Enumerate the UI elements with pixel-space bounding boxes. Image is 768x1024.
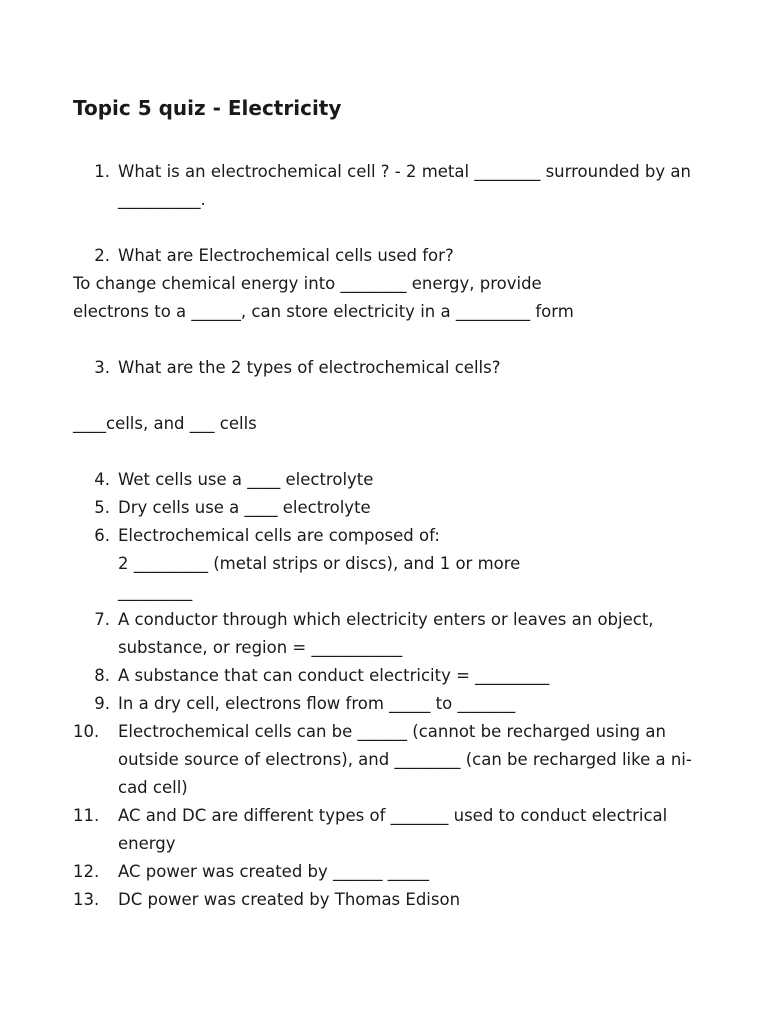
question-4 [73, 466, 713, 494]
question-5 [73, 494, 713, 522]
question-6 [73, 522, 713, 606]
spacer [73, 382, 713, 410]
question-text: DC power was created by Thomas Edison [118, 890, 461, 909]
question-number: 11. [73, 806, 100, 825]
question-number: 9. [94, 694, 110, 713]
question-text: AC power was created by ______ _____ [118, 862, 430, 881]
question-text: AC and DC are different types of _______ used to conduct electrical energy [118, 806, 668, 853]
question-number: 13. [73, 890, 100, 909]
question-text: Wet cells use a ____ electrolyte [118, 470, 374, 489]
question-number: 5. [94, 498, 110, 517]
question-text: What is an electrochemical cell ? - 2 metal ________ surrounded by an __________. [118, 162, 691, 209]
question-3 [73, 354, 713, 382]
spacer [73, 214, 713, 242]
question-text: What are Electrochemical cells used for? [118, 246, 454, 265]
page-title: Topic 5 quiz - Electricity [73, 96, 342, 120]
question-number: 7. [94, 610, 110, 629]
question-10 [73, 718, 713, 802]
question-text: What are the 2 types of electrochemical cells? [118, 358, 501, 377]
question-number: 3. [94, 358, 110, 377]
question-number: 1. [94, 162, 110, 181]
answer-line: ____cells, and ___ cells [73, 414, 257, 433]
answer-line: electrons to a ______, can store electricity in a _________ form [73, 302, 574, 321]
question-number: 8. [94, 666, 110, 685]
question-text: A conductor through which electricity enters or leaves an object, substance, or region = ___________ [118, 610, 654, 657]
spacer [73, 438, 713, 466]
question-number: 4. [94, 470, 110, 489]
question-13 [73, 886, 713, 914]
question-12 [73, 858, 713, 886]
question-text: In a dry cell, electrons flow from _____ to _______ [118, 694, 516, 713]
spacer [73, 326, 713, 354]
quiz-content [73, 158, 713, 914]
question-9 [73, 690, 713, 718]
question-text: Electrochemical cells are composed of: [118, 526, 440, 545]
question-7 [73, 606, 713, 662]
question-2 [73, 242, 713, 270]
question-text: Electrochemical cells can be ______ (cannot be recharged using an outside source of electrons), and ________ (can be recharged like a ni-cad cell) [118, 722, 692, 797]
question-number: 10. [73, 722, 100, 741]
question-text: 2 _________ (metal strips or discs), and 1 or more [118, 554, 521, 573]
question-number: 2. [94, 246, 110, 265]
question-1 [73, 158, 713, 214]
question-text: A substance that can conduct electricity = _________ [118, 666, 550, 685]
question-number: 6. [94, 526, 110, 545]
question-text: Dry cells use a ____ electrolyte [118, 498, 371, 517]
question-8 [73, 662, 713, 690]
question-11 [73, 802, 713, 858]
answer-line: To change chemical energy into ________ energy, provide [73, 274, 542, 293]
question-number: 12. [73, 862, 100, 881]
question-text: _________ [118, 582, 193, 601]
